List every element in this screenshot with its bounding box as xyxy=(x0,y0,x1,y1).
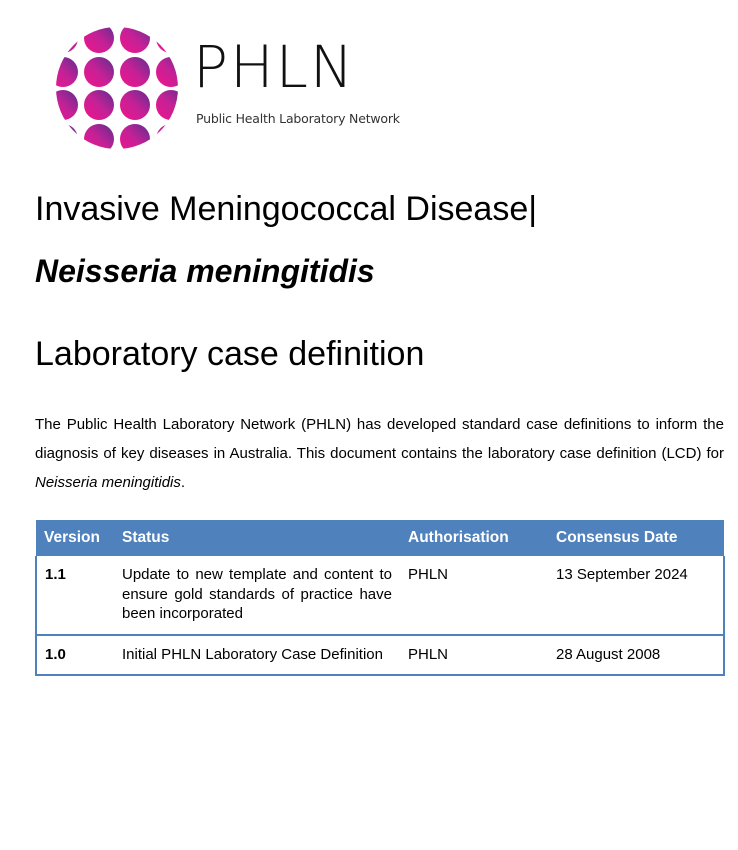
version-cell: 1.0 xyxy=(36,635,114,676)
section-title: Laboratory case definition xyxy=(35,335,425,373)
authorisation-cell: PHLN xyxy=(400,556,548,635)
document-title: Invasive Meningococcal Disease| xyxy=(35,190,538,228)
version-cell: 1.1 xyxy=(36,556,114,635)
version-table xyxy=(35,520,725,676)
header-consensus-date: Consensus Date xyxy=(548,520,724,556)
header-version: Version xyxy=(36,520,114,556)
header-status: Status xyxy=(114,520,400,556)
logo-subtitle: Public Health Laboratory Network xyxy=(196,111,400,126)
intro-organism: Neisseria meningitidis xyxy=(35,474,181,491)
intro-paragraph xyxy=(35,410,724,497)
intro-text: The Public Health Laboratory Network (PHLN) has developed standard case definitions to inform the diagnosis of key diseases in Australia. This document contains the laboratory case definition (LCD) for xyxy=(35,416,724,462)
table-row xyxy=(36,635,724,676)
status-cell: Update to new template and content to ensure gold standards of practice have been incorporated xyxy=(114,556,400,635)
table-header-row xyxy=(36,520,724,556)
status-cell: Initial PHLN Laboratory Case Definition xyxy=(114,635,400,676)
date-cell: 13 September 2024 xyxy=(548,556,724,635)
intro-text-end: . xyxy=(180,474,186,491)
header-authorisation: Authorisation xyxy=(400,520,548,556)
table-row xyxy=(36,556,724,635)
authorisation-cell: PHLN xyxy=(400,635,548,676)
organism-title: Neisseria meningitidis xyxy=(35,253,375,289)
logo-brand-text: PHLN xyxy=(193,33,356,101)
phln-logo-icon xyxy=(55,26,185,150)
date-cell: 28 August 2008 xyxy=(548,635,724,676)
